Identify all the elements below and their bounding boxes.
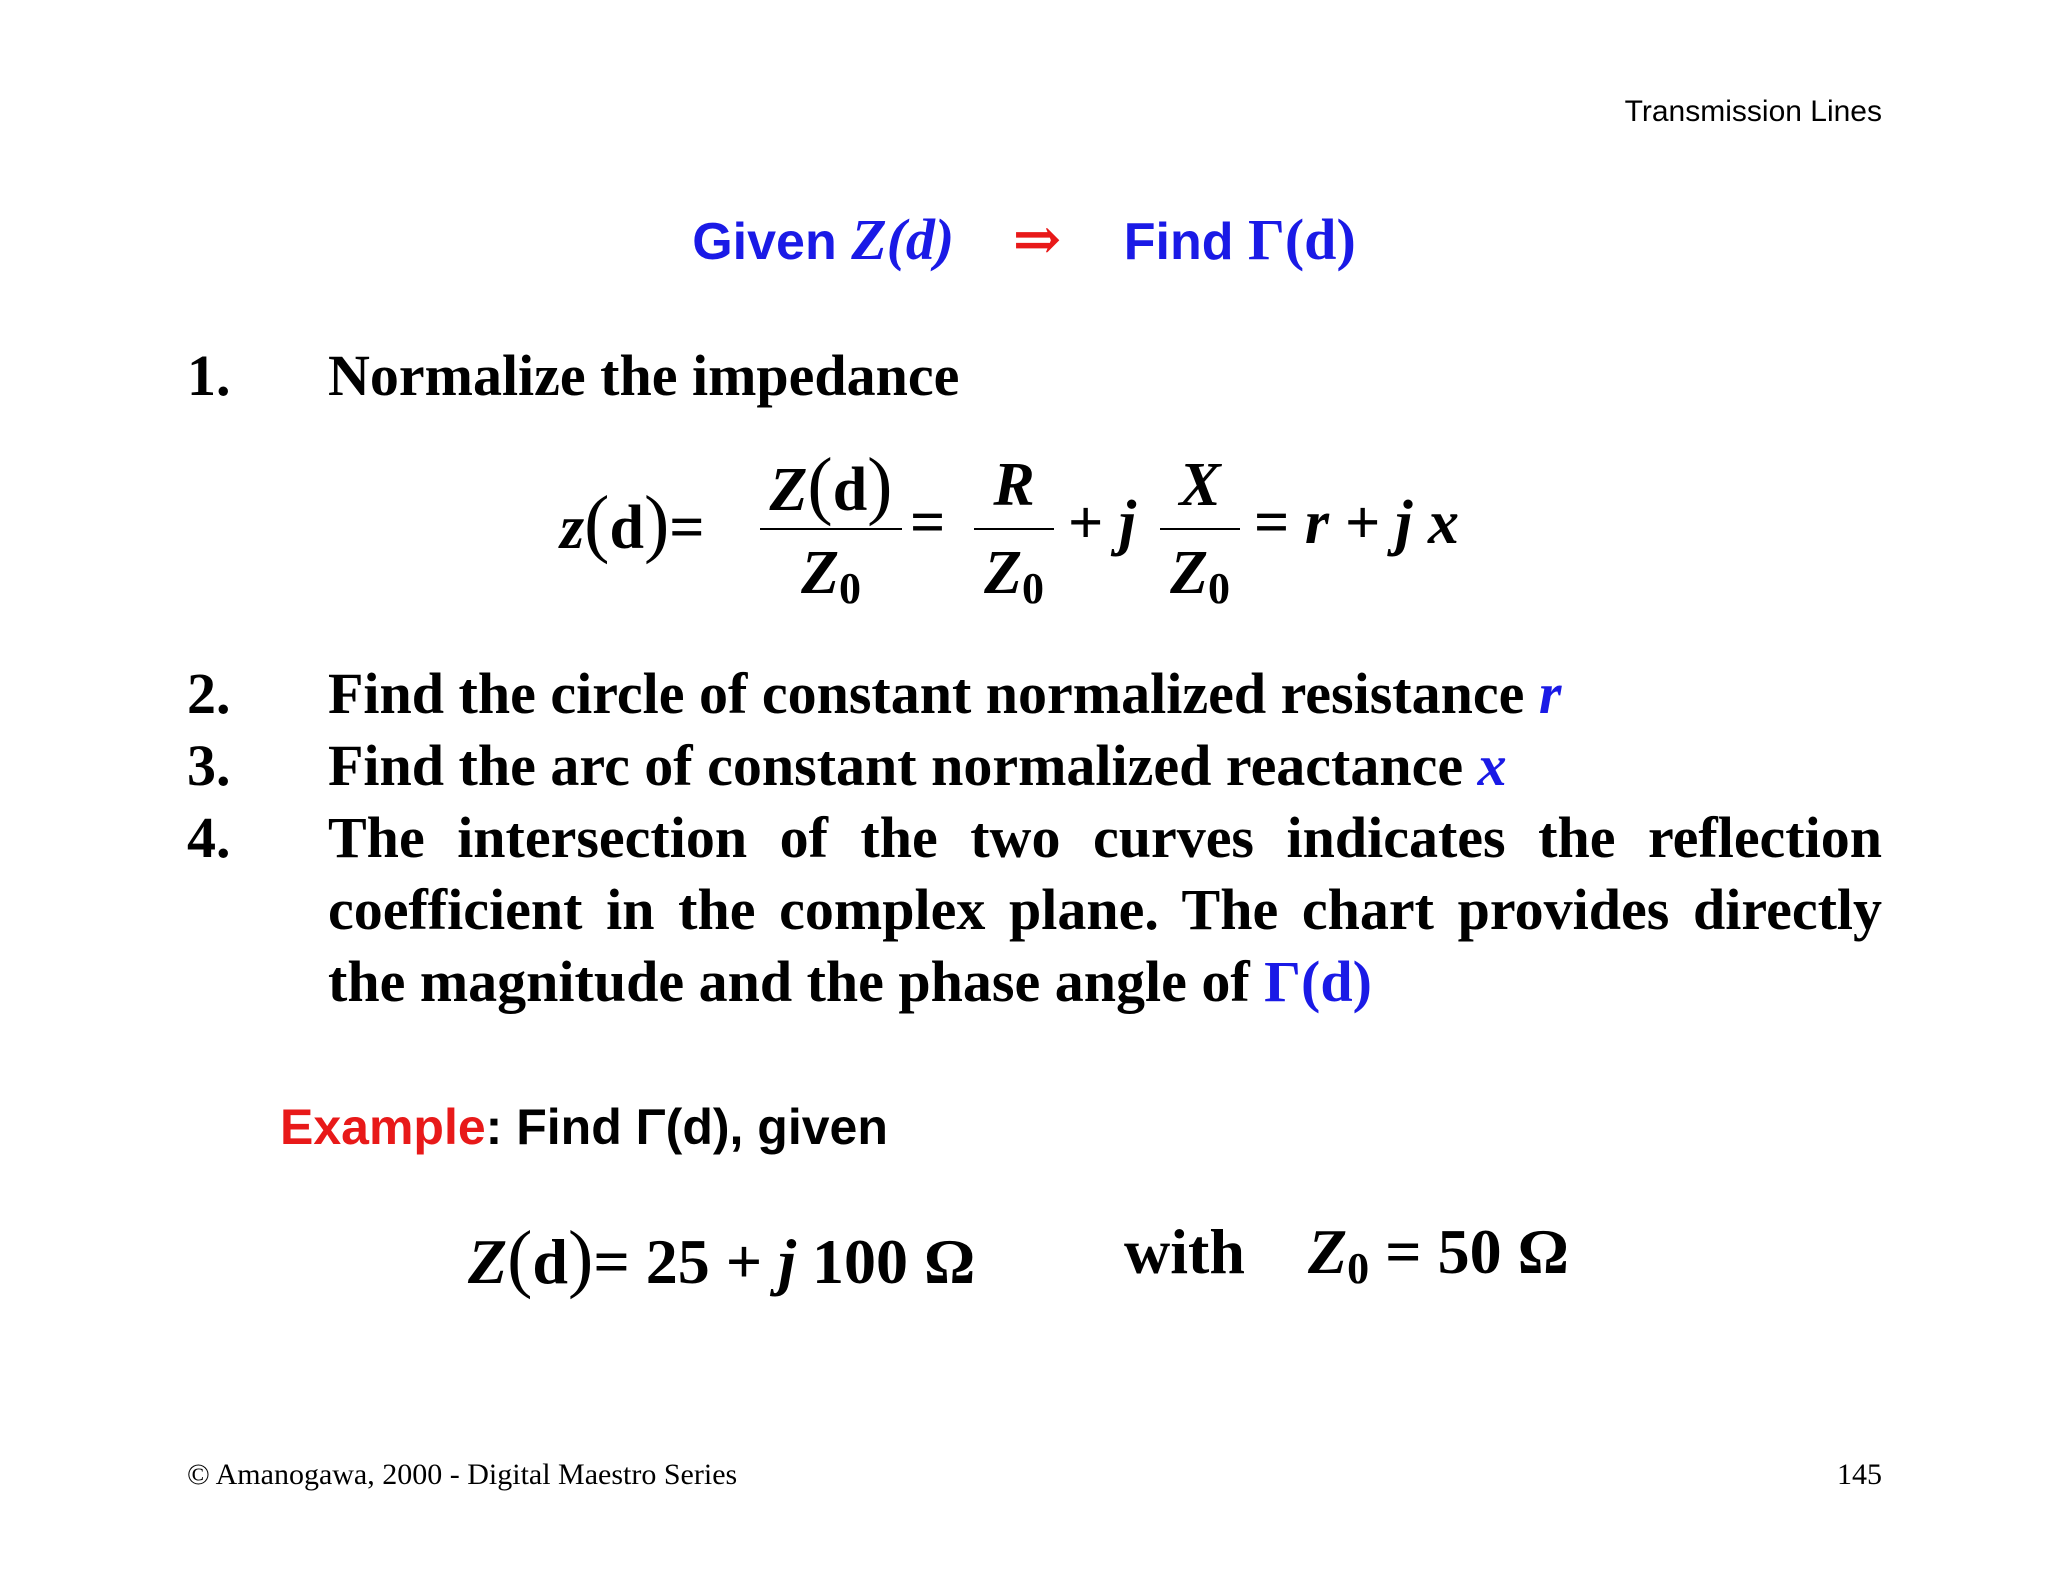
fraction-z-over-z0: Z(d) $Z_0$ (760, 448, 902, 610)
eq2-with: with (1124, 1216, 1245, 1287)
step-symbol: Γ(d) (1264, 949, 1372, 1014)
title-find: Find (1123, 213, 1234, 271)
step-symbol: x (1477, 733, 1507, 798)
step-text: Normalize the impedance (328, 343, 960, 408)
eq1-plus-j: + j (1068, 489, 1137, 557)
example-line (280, 1098, 888, 1156)
normalization-equation (560, 443, 1520, 638)
eq1-rhs: = r + j x (1254, 489, 1460, 557)
step-3 (187, 730, 1882, 802)
footer-copyright: © Amanogawa, 2000 - Digital Maestro Series (187, 1458, 738, 1491)
step-2 (187, 658, 1882, 730)
step-text: Find the circle of constant normalized resistance (328, 661, 1525, 726)
implies-arrow-icon: ⇒ (1012, 207, 1062, 272)
step-text: Find the arc of constant normalized reactance (328, 733, 1464, 798)
example-equation (468, 1215, 1608, 1325)
step-symbol: r (1538, 661, 1562, 726)
title-given-math: Z(d) (851, 207, 955, 272)
eq1-lhs: z(d)= (560, 481, 705, 565)
step-number: 1. (187, 343, 231, 408)
step-number: 2. (187, 661, 231, 726)
step-number: 3. (187, 733, 231, 798)
slide-title (0, 205, 2048, 273)
example-text: : Find Γ(d), given (485, 1099, 888, 1155)
title-given: Given (692, 213, 837, 271)
step-1 (187, 340, 1882, 412)
step-4 (187, 802, 1882, 1032)
fraction-r-over-z0: R $Z_0$ (974, 448, 1054, 610)
page-number: 145 (1837, 1458, 1882, 1491)
step-number: 4. (187, 805, 231, 870)
title-find-math: Γ(d) (1247, 207, 1356, 272)
eq1-equals: = (910, 489, 946, 557)
example-label: Example (280, 1099, 486, 1155)
header-label: Transmission Lines (1624, 95, 1882, 128)
step-text: The intersection of the two curves indicates the reflection coefficient in the complex plane. The chart provides directly the magnitude and the phase angle of (328, 805, 1882, 1014)
fraction-x-over-z0: X $Z_0$ (1160, 448, 1240, 610)
eq2-z0: $Z_0 = 50$ Ω (1308, 1216, 1569, 1293)
eq2-impedance: Z(d)= 25 + j 100 Ω (468, 1216, 976, 1300)
